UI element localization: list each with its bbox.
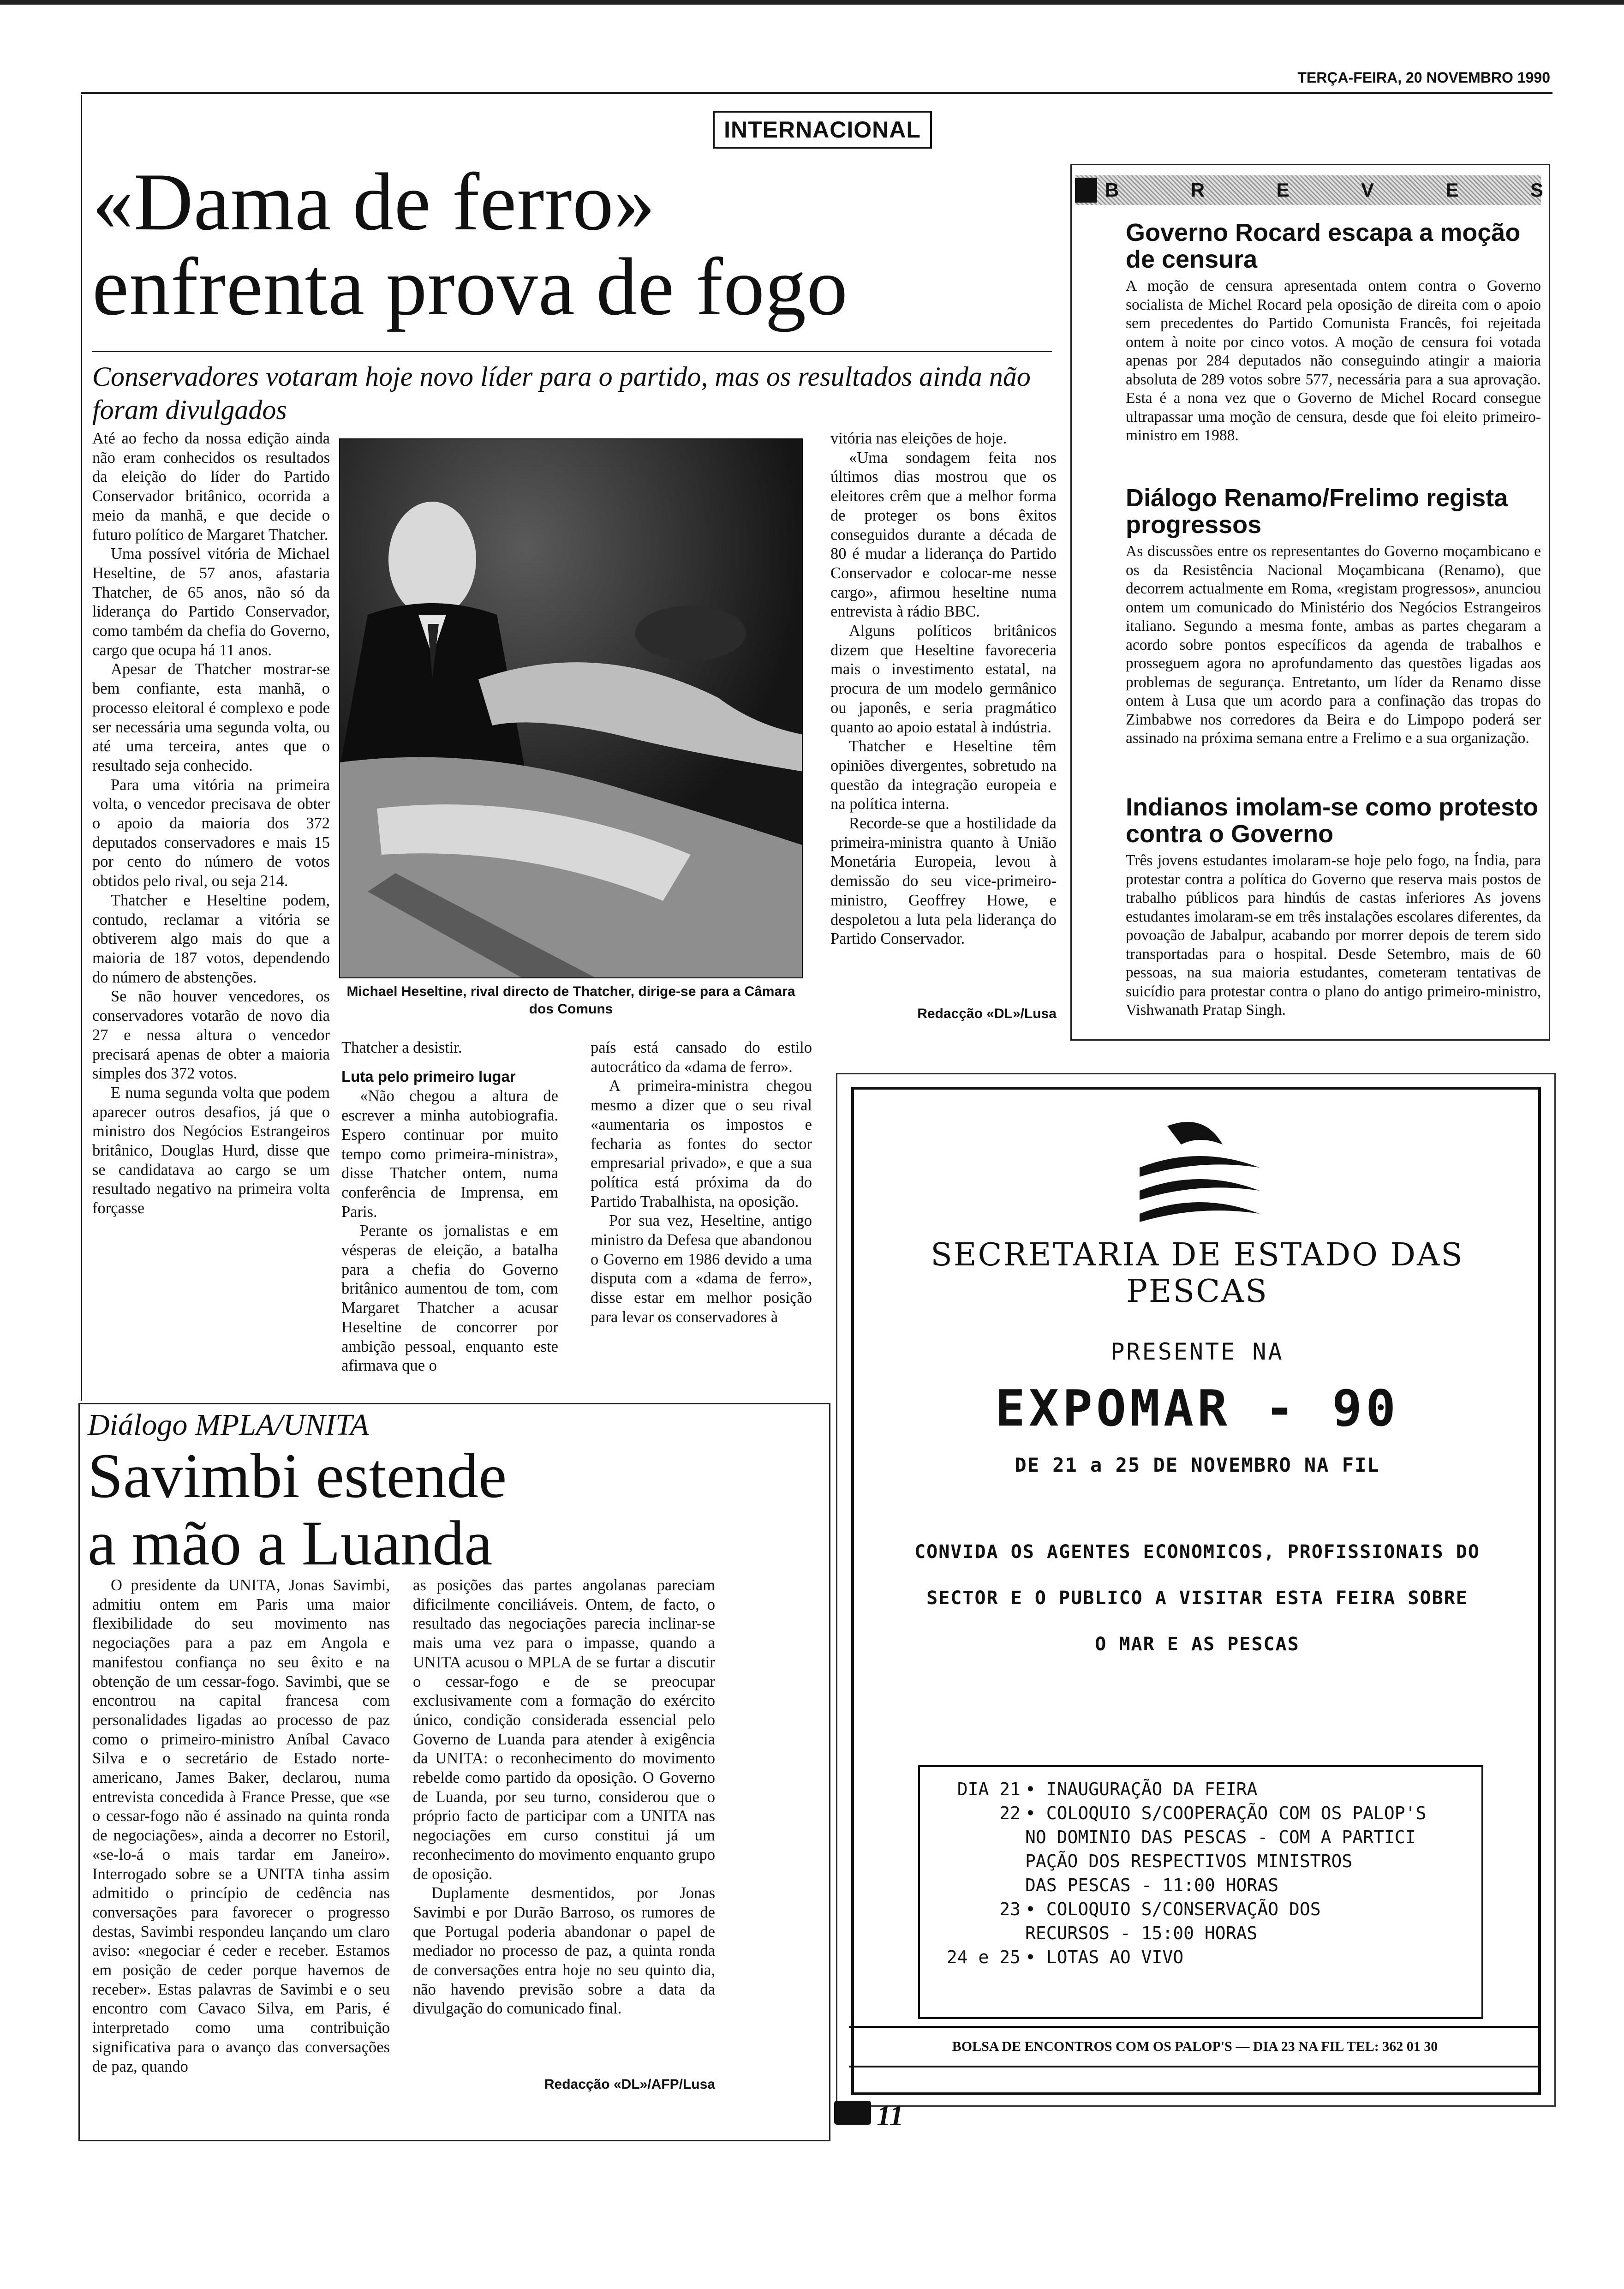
program-text: • LOTAS AO VIVO bbox=[1025, 1947, 1184, 1967]
breve-item bbox=[1126, 219, 1541, 273]
paragraph: Para uma vitória na primeira volta, o vencedor precisava de obter o apoio da maioria dos 372 deputados conservadores e mais 15 por cento do número de votos obtidos pelo rival, ou seja 214. bbox=[92, 776, 330, 890]
main-headline-line2: enfrenta prova de fogo bbox=[92, 241, 848, 332]
ad-dates: DE 21 a 25 DE NOVEMBRO NA FIL bbox=[1015, 1454, 1380, 1476]
breves-letter: E bbox=[1276, 179, 1290, 201]
ad-invite-line: CONVIDA OS AGENTES ECONOMICOS, PROFISSIONAIS DO bbox=[914, 1541, 1480, 1563]
breve-item bbox=[1126, 794, 1541, 847]
program-day: 22 bbox=[999, 1803, 1021, 1823]
program-day: 23 bbox=[999, 1899, 1021, 1919]
breves-label bbox=[1105, 175, 1543, 205]
mpla-headline-line1: Savimbi estende bbox=[88, 1440, 507, 1511]
paragraph: «Não chegou a altura de escrever a minha autobiografia. Espero continuar por muito tempo como primeira-ministra», disse Thatcher ontem, numa conferência de Imprensa, em Paris. bbox=[341, 1087, 558, 1221]
ad-title: SECRETARIA DE ESTADO DAS PESCAS bbox=[931, 1237, 1464, 1310]
page-number: 11 bbox=[877, 2100, 904, 2132]
paragraph: Recorde-se que a hostilidade da primeira-ministra quanto à União Monetária Europeia, levou à demissão do seu vice-primeiro-ministro, Geoffrey Howe, e despoletou a luta pela liderança do Partido Conservador. bbox=[830, 815, 1057, 948]
mpla-col-1 bbox=[92, 1576, 390, 2102]
breve-headline: Diálogo Renamo/Frelimo regista progressos bbox=[1126, 484, 1508, 539]
main-col-3-bottom bbox=[591, 1038, 812, 1398]
breve-headline: Governo Rocard escapa a moção de censura bbox=[1126, 219, 1521, 273]
paragraph: Thatcher a desistir. bbox=[341, 1039, 462, 1056]
program-row bbox=[933, 1777, 1469, 1801]
paragraph: as posições das partes angolanas pareciam dificilmente conciliáveis. Ontem, de facto, o resultado das negociações parecia inclinar-se mais uma vez para o impasse, quando a UNITA acusou o MPLA de se furtar a discutir o cessar-fogo e de se preocupar exclusivamente com a formação do exército único, condição considerada essencial pelo Governo de Luanda para atender à exigência da UNITA: o reconhecimento do movimento rebelde como partido da oposição. O Governo de Luanda, por seu turno, considerou que o próprio facto de participar com a UNITA nas negociações em curso constitui já um reconhecimento do movimento enquanto grupo de oposição. bbox=[413, 1576, 715, 1883]
breves-letter: S bbox=[1530, 179, 1543, 201]
header-rule bbox=[81, 92, 1552, 94]
breves-letter: B bbox=[1105, 179, 1119, 201]
paragraph: Thatcher e Heseltine podem, contudo, reclamar a vitória se obtiverem algo mais do que a maioria de 187 votos, dependendo do número de abstenções. bbox=[92, 891, 330, 986]
mpla-signature: Redacção «DL»/AFP/Lusa bbox=[544, 2077, 715, 2092]
paragraph: Alguns políticos britânicos dizem que Heseltine favoreceria mais o investimento estatal, na procura de um modelo germânico ou japonês, e seria pragmático quanto ao apoio estatal à indústria. bbox=[830, 622, 1057, 736]
paragraph: Perante os jornalistas e em vésperas de eleição, a batalha para a chefia do Governo britânico aumentou de tom, com Margaret Thatcher a acusar Heseltine de concorrer por ambição pessoal, enquanto este afirmava que o bbox=[341, 1222, 558, 1375]
program-row bbox=[933, 1801, 1469, 1897]
paragraph: «Uma sondagem feita nos últimos dias mostrou que os eleitores crêm que a melhor forma de proteger os bons êxitos conseguidos durante a década de 80 é mudar a liderança do Partido Conservador e colocar-me nesse cargo», afirmou heseltine numa entrevista à rádio BBC. bbox=[830, 449, 1057, 621]
breve-body: A moção de censura apresentada ontem contra o Governo socialista de Michel Rocard pela oposição de direita com o apoio sem precedentes do Partido Comunista Francês, foi rejeitada ontem à noite por cinco votos. A moção de censura foi votada apenas por 284 deputados não conseguindo atingir a maioria absoluta de 289 votos sobre 577, necessária para a sua aprovação. Esta é a nona vez que o Governo de Michel Rocard consegue ultrapassar uma moção de censura, desde que foi eleito primeiro-ministro em 1988. bbox=[1126, 277, 1541, 444]
main-col-1 bbox=[92, 429, 330, 1398]
top-rule bbox=[0, 0, 1624, 5]
paragraph: Uma possível vitória de Michael Heseltine, de 57 anos, afastaria Thatcher, de 65 anos, não só da liderança do Partido Conservador, como também da chefia do Governo, cargo que ocupa há 11 anos. bbox=[92, 545, 330, 659]
breves-square bbox=[1075, 178, 1097, 203]
program-text: • INAUGURAÇÃO DA FEIRA bbox=[1025, 1779, 1258, 1799]
paragraph: país está cansado do estilo autocrático da «dama de ferro». bbox=[591, 1039, 812, 1076]
main-headline bbox=[92, 156, 1052, 332]
fish-logo-icon bbox=[1135, 1117, 1264, 1223]
main-col-2 bbox=[341, 1038, 558, 1398]
frame-left bbox=[81, 95, 82, 1401]
breve-headline: Indianos imolam-se como protesto contra o Governo bbox=[1126, 793, 1539, 848]
mpla-headline-line2: a mão a Luanda bbox=[88, 1508, 493, 1578]
ad-event-name: EXPOMAR - 90 bbox=[995, 1380, 1400, 1438]
program-row bbox=[933, 1945, 1469, 1969]
paragraph: Até ao fecho da nossa edição ainda não eram conhecidos os resultados da eleição do líder do Partido Conservador britânico, ocorrida a meio da manhã, e que decide o futuro político de Margaret Thatcher. bbox=[92, 430, 330, 544]
mpla-col-2 bbox=[413, 1576, 715, 2074]
photo-caption: Michael Heseltine, rival directo de Thatcher, dirige-se para a Câmara dos Comuns bbox=[346, 984, 795, 1017]
ad-program-box bbox=[918, 1765, 1483, 2019]
program-day: 24 e 25 bbox=[946, 1947, 1021, 1967]
program-row bbox=[933, 1897, 1469, 1945]
main-col-3-top bbox=[830, 429, 1057, 1004]
main-subtitle: Conservadores votaram hoje novo líder para o partido, mas os resultados ainda não foram divulgados bbox=[92, 361, 1031, 425]
breve-item bbox=[1126, 485, 1541, 538]
paragraph: Se não houver vencedores, os conservadores votarão de novo dia 27 e nessa altura o vencedor precisará apenas de obter a maioria simples dos 372 votos. bbox=[92, 988, 330, 1083]
issue-date: TERÇA-FEIRA, 20 NOVEMBRO 1990 bbox=[1297, 69, 1550, 86]
paragraph: O presidente da UNITA, Jonas Savimbi, admitiu ontem em Paris uma maior flexibilidade do seu movimento nas negociações para a paz em Angola e manifestou confiança no seu êxito e na obtenção de um cessar-fogo. Savimbi, que se encontrou na capital francesa com personalidades ligadas ao processo de paz como o primeiro-ministro Aníbal Cavaco Silva e o secretário de Estado norte-americano, James Baker, declarou, numa entrevista concedida à France Presse, que «se o cessar-fogo não é assinado na quinta ronda de negociações», ainda a decorrer no Estoril, «se-lo-á o mais tardar em Janeiro». Interrogado sobre se a UNITA tinha assim admitido o princípio de cedência nas conversações para favorecer o progresso destas, Savimbi respondeu lançando um claro aviso: «negociar é ceder e receber. Estamos em posição de ceder porque havemos de receber». Estas palavras de Savimbi e o seu encontro com Cavaco Silva, em Paris, é interpretado como uma contribuição significativa para o avanço das conversações de paz, quando bbox=[92, 1576, 390, 2075]
paragraph: A primeira-ministra chegou mesmo a dizer que o seu rival «aumentaria os impostos e fecharia as fontes do sector empresarial privado», e que a sua política está próxima da do Partido Trabalhista, na oposição. bbox=[591, 1077, 812, 1210]
ad-footer-line: BOLSA DE ENCONTROS COM OS PALOP'S — DIA 23 NA FIL TEL: 362 01 30 bbox=[849, 2026, 1541, 2067]
program-day: DIA 21 bbox=[957, 1779, 1021, 1799]
main-headline-line1: «Dama de ferro» bbox=[92, 156, 656, 247]
breves-letter: E bbox=[1445, 179, 1459, 201]
photo-illustration bbox=[340, 439, 803, 978]
mpla-headline bbox=[88, 1442, 826, 1577]
paragraph: Apesar de Thatcher mostrar-se bem confiante, esta manhã, o processo eleitoral é complexo e pode ser necessária uma segunda volta, ou até uma terceira, antes que o resultado seja conhecido. bbox=[92, 660, 330, 774]
subhead: Luta pelo primeiro lugar bbox=[341, 1067, 516, 1085]
paragraph: Por sua vez, Heseltine, antigo ministro da Defesa que abandonou o Governo em 1986 devido a uma disputa com a «dama de ferro», disse estar em melhor posição para levar os conservadores à bbox=[591, 1212, 812, 1326]
mpla-kicker: Diálogo MPLA/UNITA bbox=[88, 1408, 369, 1442]
paragraph: Thatcher e Heseltine têm opiniões divergentes, sobretudo na questão da integração europeia e na política interna. bbox=[830, 737, 1057, 813]
heseltine-photo bbox=[339, 438, 803, 978]
main-signature: Redacção «DL»/Lusa bbox=[917, 1006, 1057, 1021]
paragraph: E numa segunda volta que podem aparecer outros desafios, já que o ministro dos Negócios Estrangeiros britânico, Douglas Hurd, disse que se candidatava ao cargo se um resultado negativo na primeira volta forçasse bbox=[92, 1084, 330, 1217]
ad-presente: PRESENTE NA bbox=[1111, 1338, 1284, 1365]
ad-invite-line: O MAR E AS PESCAS bbox=[1095, 1634, 1300, 1655]
program-text: • COLOQUIO S/CONSERVAÇÃO DOS RECURSOS - 15:00 HORAS bbox=[1025, 1899, 1321, 1943]
headline-rule bbox=[92, 351, 1052, 352]
section-label: INTERNACIONAL bbox=[713, 111, 932, 149]
breve-body: As discussões entre os representantes do Governo moçambicano e os da Resistência Nacional Moçambicana (Renamo), que decorrem actualmente em Roma, «registam progressos», anunciou ontem um comunicado do Ministério dos Negócios Estrangeiros italiano. Segundo a mesma fonte, ambas as partes chegaram a acordo sobre pontos específicos da agenda de trabalhos e prosseguem agora no aprofundamento das questões ligadas aos problemas de segurança. Entretanto, um líder da Renamo disse ontem à Lusa que um acordo para a confinação das tropas do Zimbabwe nos corredores da Beira e do Limpopo poderá ser assinado na próxima semana entre a Frelimo e a sua organização. bbox=[1126, 543, 1541, 747]
newspaper-logo-icon bbox=[834, 2101, 871, 2125]
breves-letter: R bbox=[1190, 179, 1205, 201]
ad-invite-line: SECTOR E O PUBLICO A VISITAR ESTA FEIRA SOBRE bbox=[926, 1588, 1468, 1609]
program-text: • COLOQUIO S/COOPERAÇÃO COM OS PALOP'S NO DOMINIO DAS PESCAS - COM A PARTICI PAÇÃO DOS RESPECTIVOS MINISTROS DAS PESCAS - 11:00 HORAS bbox=[1025, 1803, 1427, 1895]
paragraph: vitória nas eleições de hoje. bbox=[830, 430, 1007, 447]
breve-body: Três jovens estudantes imolaram-se hoje pelo fogo, na Índia, para protestar contra a política do Governo que reserva mais postos de trabalho públicos para hindús de castas inferiores As jovens estudantes imolaram-se em três instalações escolares diferentes, da povoação de Jabalpur, acabando por morrer depois de terem sido transportadas para o hospital. Desde Setembro, mais de 60 pessoas, na sua maioria estudantes, cometeram tentativas de suicídio para protestar contra o plano do antigo primeiro-ministro, Vishwanath Pratap Singh. bbox=[1126, 852, 1541, 1019]
paragraph: Duplamente desmentidos, por Jonas Savimbi e por Durão Barroso, os rumores de que Portugal poderia abandonar o papel de mediador no processo de paz, a quinta ronda de conversações entra hoje no seu quinto dia, não havendo previsão sobre a data da divulgação do comunicado final. bbox=[413, 1884, 715, 2018]
breves-letter: V bbox=[1361, 179, 1374, 201]
